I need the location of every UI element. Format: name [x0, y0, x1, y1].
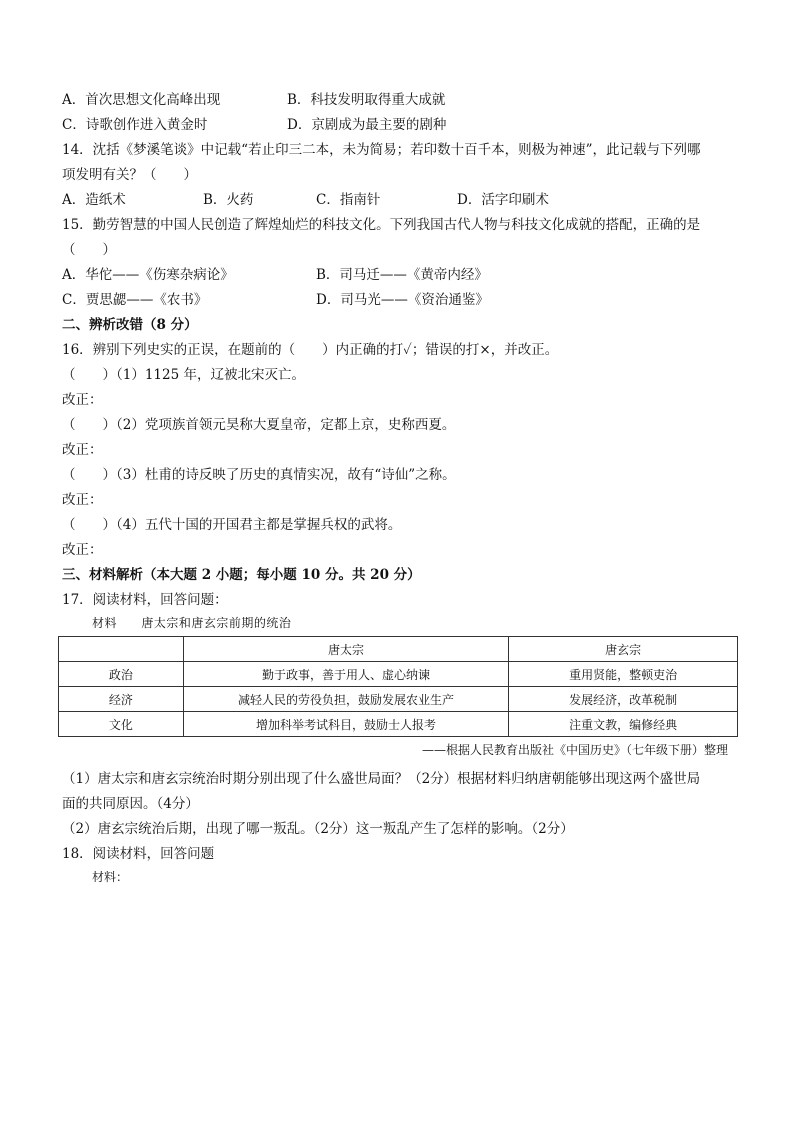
table-cell: 重用贤能，整顿吏治	[509, 662, 738, 687]
q16-item-1: （ ）（1）1125 年，辽被北宋灭亡。	[62, 367, 305, 383]
correction-label-4: 改正：	[62, 542, 103, 558]
q17-1-line1: （1）唐太宗和唐玄宗统治时期分别出现了什么盛世局面？（2分）根据材料归纳唐朝能够出现这两个盛世局	[62, 771, 701, 787]
q16-item-3: （ ）（3）杜甫的诗反映了历史的真情实况，故有“诗仙”之称。	[62, 467, 456, 483]
table-cell: 文化	[59, 712, 184, 737]
table-row	[59, 662, 738, 687]
table-cell: 经济	[59, 687, 184, 712]
q15-option-b: B．司马迁——《黄帝内经》	[316, 267, 488, 283]
material-source: ——根据人民教育出版社《中国历史》（七年级下册）整理	[421, 743, 728, 757]
q14-option-a: A．造纸术	[62, 192, 126, 208]
q18-material-label: 材料：	[92, 870, 129, 884]
q17-1-line2: 面的共同原因。（4分）	[62, 796, 199, 812]
q15-option-d: D．司马光——《资治通鉴》	[316, 292, 489, 308]
q14-stem-line1: 14．沈括《梦溪笔谈》中记载“若止印三二本，未为简易；若印数十百千本，则极为神速”，此记载与下列哪	[62, 142, 701, 158]
material-title: 唐太宗和唐玄宗前期的统治	[141, 616, 292, 630]
section2-title: 二、辨析改错（8 分）	[62, 317, 198, 333]
q15-option-c: C．贾思勰——《农书》	[62, 292, 208, 308]
q17-2: （2）唐玄宗统治后期，出现了哪一叛乱。（2分）这一叛乱产生了怎样的影响。（2分）	[62, 821, 574, 837]
table-header-cell: 唐太宗	[183, 637, 509, 662]
q14-option-c: C．指南针	[316, 192, 381, 208]
q13-option-c: C．诗歌创作进入黄金时	[62, 117, 208, 133]
q13-option-a: A．首次思想文化高峰出现	[62, 92, 221, 108]
table-header-row	[59, 637, 738, 662]
table-row	[59, 712, 738, 737]
section3-title: 三、材料解析（本大题 2 小题；每小题 10 分。共 20 分）	[62, 567, 421, 583]
correction-label-1: 改正：	[62, 392, 103, 408]
q15-option-a: A．华佗——《伤寒杂病论》	[62, 267, 234, 283]
correction-label-2: 改正：	[62, 442, 103, 458]
q17-stem: 17．阅读材料，回答问题：	[62, 592, 228, 608]
material-label: 材料	[92, 616, 118, 630]
table-cell: 注重文教，编修经典	[509, 712, 738, 737]
q18-stem: 18．阅读材料，回答问题	[62, 846, 215, 862]
table-cell: 减轻人民的劳役负担，鼓励发展农业生产	[183, 687, 509, 712]
q13-option-b: B．科技发明取得重大成就	[287, 92, 446, 108]
table-cell: 发展经济，改革税制	[509, 687, 738, 712]
table-cell: 政治	[59, 662, 184, 687]
q15-stem-line1: 15．勤劳智慧的中国人民创造了辉煌灿烂的科技文化。下列我国古代人物与科技文化成就的搭配，正确的是	[62, 217, 701, 233]
q14-stem-line2: 项发明有关？（ ）	[62, 167, 197, 183]
table-cell: 增加科举考试科目，鼓励士人报考	[183, 712, 509, 737]
material-table	[58, 636, 738, 737]
q14-option-d: D．活字印刷术	[457, 192, 549, 208]
q16-item-4: （ ）（4）五代十国的开国君主都是掌握兵权的武将。	[62, 517, 402, 533]
q13-option-d: D．京剧成为最主要的剧种	[287, 117, 447, 133]
table-cell: 勤于政事，善于用人、虚心纳谏	[183, 662, 509, 687]
table-header-cell	[59, 637, 184, 662]
q15-stem-line2: （ ）	[62, 242, 116, 258]
table-row	[59, 687, 738, 712]
q14-option-b: B．火药	[203, 192, 254, 208]
material-caption	[92, 614, 311, 631]
table-header-cell: 唐玄宗	[509, 637, 738, 662]
q16-item-2: （ ）（2）党项族首领元昊称大夏皇帝，定都上京，史称西夏。	[62, 417, 456, 433]
q16-stem: 16．辨别下列史实的正误，在题前的（ ）内正确的打✓；错误的打×，并改正。	[62, 342, 559, 358]
correction-label-3: 改正：	[62, 492, 103, 508]
